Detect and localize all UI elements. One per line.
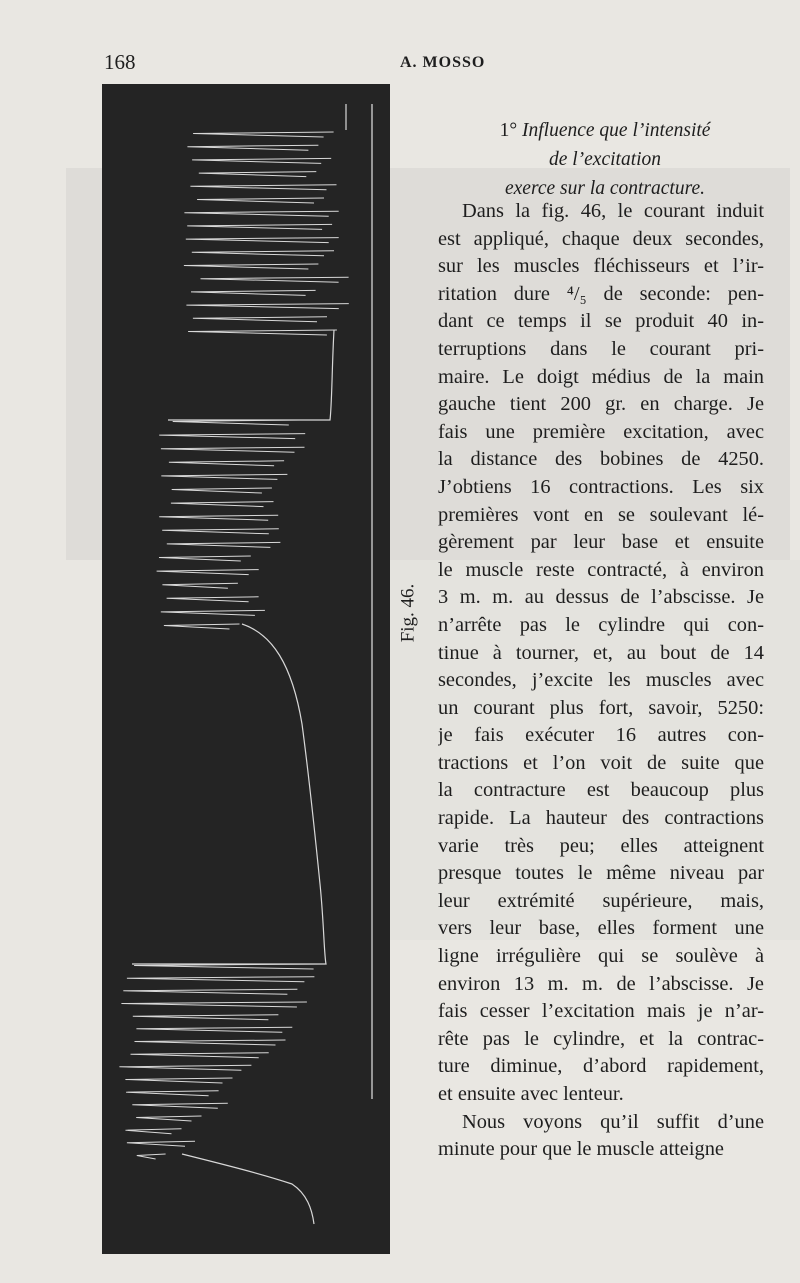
body-line: fais cesser l’excitation mais je n’ar- (438, 1000, 764, 1023)
contraction-stroke-2 (161, 474, 287, 479)
contraction-stroke-1 (187, 224, 332, 229)
contraction-stroke-3 (123, 989, 297, 994)
contraction-stroke-3 (137, 1154, 166, 1159)
figure-label (393, 580, 433, 650)
contraction-stroke-2 (161, 447, 305, 452)
contraction-stroke-2 (169, 461, 284, 466)
contraction-stroke-1 (186, 304, 348, 309)
body-line: tractions et l’on voit de suite que (438, 751, 764, 774)
contraction-stroke-3 (121, 1002, 307, 1007)
contraction-stroke-1 (201, 277, 349, 282)
contraction-stroke-2 (167, 542, 281, 547)
contracture-curve-3 (182, 1154, 314, 1224)
contraction-stroke-2 (159, 556, 251, 561)
body-line: rapide. La hauteur des contractions (438, 807, 764, 830)
contraction-stroke-3 (135, 1040, 286, 1045)
body-line: est appliqué, chaque deux secondes, (438, 227, 764, 250)
body-line: je fais exécuter 16 autres con- (438, 724, 764, 747)
body-line: rête pas le cylindre, et la contrac- (438, 1027, 764, 1050)
ergograph-figure (102, 84, 390, 1254)
body-line: ligne irrégulière qui se soulève à (438, 945, 764, 968)
section-number: 1° (499, 120, 518, 141)
contraction-stroke-2 (171, 502, 274, 507)
contraction-stroke-1 (184, 264, 319, 269)
contraction-stroke-1 (187, 145, 318, 150)
body-line: 3 m. m. au dessus de l’abscisse. Je (438, 586, 764, 609)
section-title-text-1: Influence que l’intensité (522, 120, 711, 141)
body-line: presque toutes le même niveau par (438, 862, 764, 885)
contraction-stroke-1 (186, 238, 339, 243)
contraction-stroke-1 (197, 198, 324, 203)
body-line: minute pour que le muscle atteigne (438, 1138, 724, 1161)
contraction-stroke-1 (191, 290, 316, 295)
section-title-line-1 (440, 116, 770, 145)
body-line: ritation dure ⁴/₅ de seconde: pen- (438, 282, 764, 305)
body-line: Nous voyons qu’il suffit d’une (462, 1110, 764, 1133)
contraction-stroke-3 (127, 977, 315, 982)
contraction-stroke-1 (192, 158, 331, 163)
contraction-stroke-2 (157, 570, 259, 575)
contraction-stroke-2 (167, 597, 259, 602)
contraction-stroke-3 (133, 1015, 279, 1020)
body-line: Dans la fig. 46, le courant induit (462, 200, 764, 222)
contraction-stroke-3 (126, 1129, 182, 1134)
section-title-line-2: de l’excitation (548, 149, 662, 170)
contraction-stroke-3 (126, 1091, 219, 1096)
body-line: n’arrête pas le cylindre qui con- (438, 613, 764, 636)
body-line: vers leur base, elles forment une (438, 917, 764, 940)
body-line: varie très peu; elles atteignent (438, 834, 764, 857)
contraction-stroke-2 (159, 434, 305, 439)
contraction-stroke-2 (162, 529, 279, 534)
contraction-stroke-3 (119, 1065, 251, 1070)
body-line: un courant plus fort, savoir, 5250: (438, 696, 764, 719)
contraction-stroke-1 (193, 317, 327, 322)
contraction-stroke-3 (131, 1053, 269, 1058)
body-line: gauche tient 200 gr. en charge. Je (438, 393, 764, 416)
body-line: premières vont en se soulevant lé- (438, 503, 764, 526)
contraction-stroke-2 (172, 488, 272, 493)
contraction-stroke-1 (199, 172, 316, 177)
body-line: et ensuite avec lenteur. (438, 1083, 624, 1105)
contracture-curve-2 (132, 624, 326, 964)
body-line: J’obtiens 16 contractions. Les six (438, 475, 764, 498)
body-line: dant ce temps il se produit 40 in- (438, 310, 764, 333)
contraction-stroke-3 (134, 964, 324, 969)
contraction-stroke-3 (132, 1103, 228, 1108)
body-text (438, 198, 764, 1164)
contraction-stroke-2 (162, 583, 238, 588)
contraction-stroke-3 (127, 1141, 195, 1146)
section-title (440, 116, 770, 203)
contraction-stroke-1 (192, 251, 334, 256)
body-line: la distance des bobines de 4250. (438, 448, 764, 471)
contraction-stroke-2 (161, 610, 265, 615)
contraction-stroke-2 (159, 515, 278, 520)
contraction-stroke-3 (136, 1116, 201, 1121)
body-line: gèrement par leur base et ensuite (438, 531, 764, 554)
body-line: environ 13 m. m. de l’abscisse. Je (438, 972, 764, 995)
page-number: 168 (104, 50, 136, 74)
page-header (104, 50, 764, 76)
contraction-stroke-1 (184, 211, 338, 216)
section-title-line-3: exerce sur la contracture. (505, 178, 705, 199)
figure-label-text: Fig. 46. (397, 583, 419, 643)
contraction-stroke-1 (188, 330, 337, 335)
body-line: leur extrémité supérieure, mais, (438, 889, 764, 912)
contraction-stroke-2 (173, 420, 299, 425)
body-line: la contracture est beaucoup plus (438, 779, 764, 802)
body-line: secondes, j’excite les muscles avec (438, 669, 764, 692)
body-line: terruptions dans le courant pri- (438, 337, 764, 360)
contraction-stroke-2 (164, 624, 240, 629)
running-head: A. MOSSO (400, 54, 486, 71)
contraction-stroke-1 (193, 132, 334, 137)
body-line: ture diminue, d’abord rapidement, (438, 1055, 764, 1078)
ergograph-tracing (102, 84, 390, 1254)
body-line: sur les muscles fléchisseurs et l’ir- (438, 255, 764, 278)
body-line: tinue à tourner, et, au bout de 14 (438, 641, 764, 664)
body-line: le muscle reste contracté, à environ (438, 558, 764, 581)
contracture-curve-1 (168, 330, 334, 420)
contraction-stroke-3 (125, 1078, 232, 1083)
body-line: fais une première excitation, avec (438, 420, 764, 443)
contraction-stroke-1 (190, 185, 336, 190)
contraction-stroke-3 (136, 1027, 292, 1032)
body-line: maire. Le doigt médius de la main (438, 365, 764, 388)
